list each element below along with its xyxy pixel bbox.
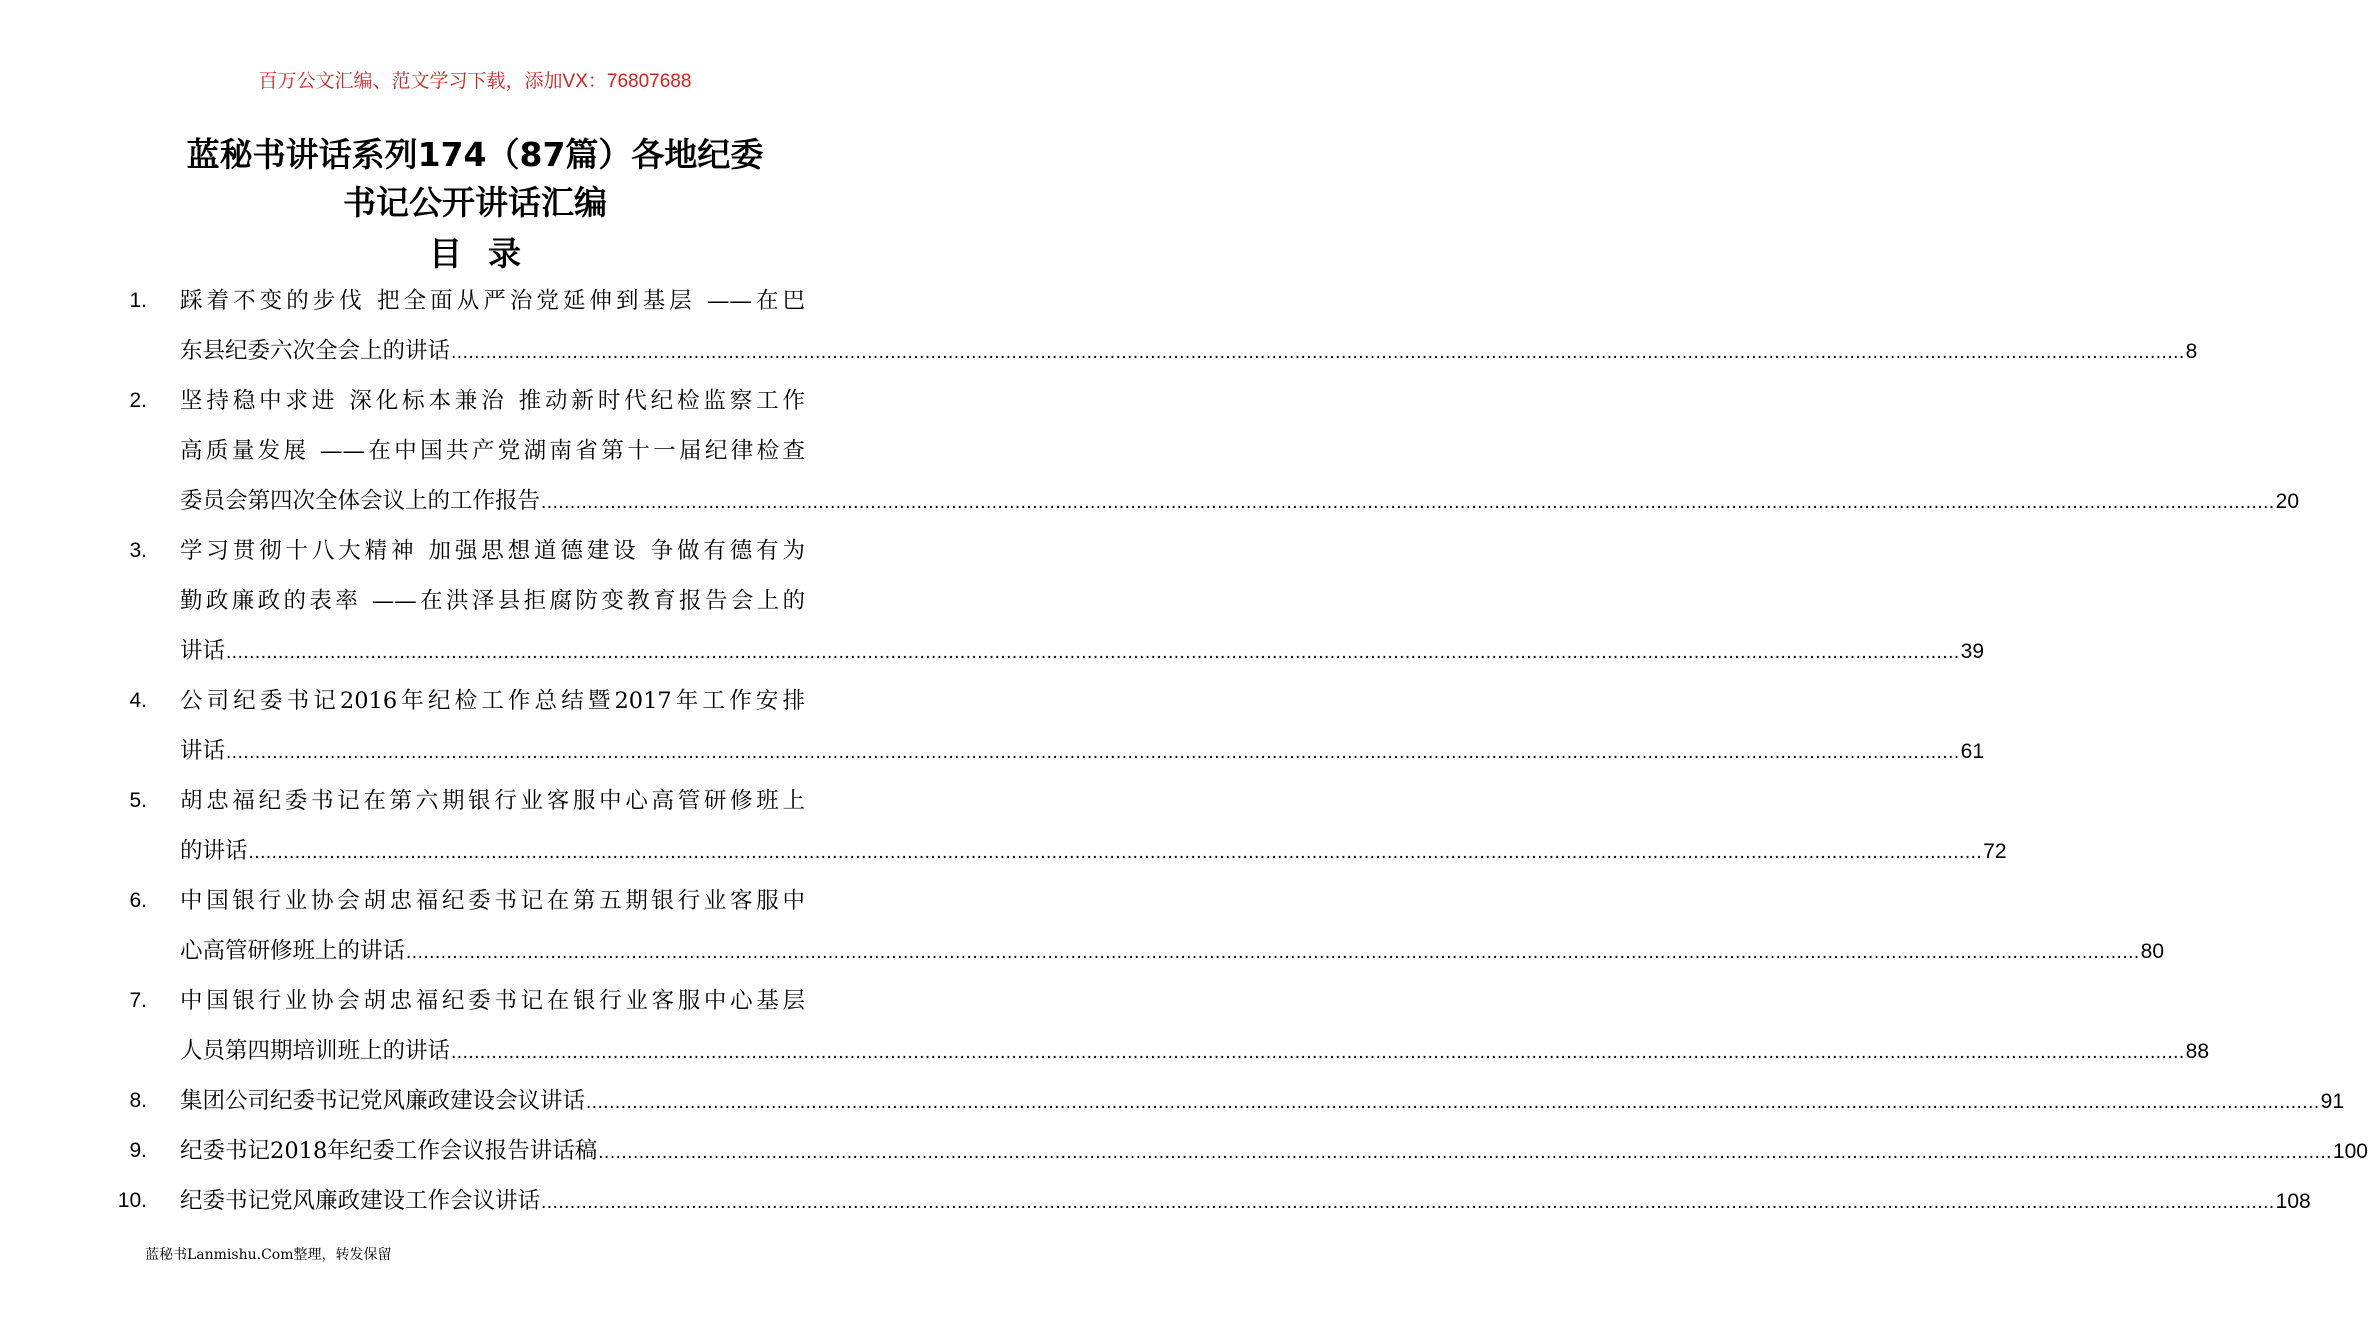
- toc-entry-last-line: [180, 1076, 2345, 1126]
- toc-entry-body: [180, 376, 2300, 526]
- toc-entry-title-line: 委员会第四次全体会议上的工作报告: [180, 488, 541, 514]
- toc-entry-last-line: [180, 826, 2007, 876]
- toc-entry-title-line: 纪委书记2018年纪委工作会议报告讲话稿: [180, 1138, 598, 1164]
- toc-entry-page-number: 108: [2275, 1190, 2311, 1213]
- toc-entry-title-line: 的讲话: [180, 838, 248, 864]
- toc-leader-dots: ............................................................................................................................................................................................................................................................................................................: [451, 342, 2185, 363]
- toc-entry-number: 6.: [129, 889, 147, 912]
- toc-entry-title-line: 公司纪委书记2016年纪检工作总结暨2017年工作安排: [180, 688, 805, 714]
- toc-entry-title-line: 踩着不变的步伐 把全面从严治党延伸到基层 ——在巴: [180, 288, 805, 314]
- toc-entry-title-line: 讲话: [180, 638, 226, 664]
- toc-entry-last-line: [180, 326, 2198, 376]
- toc-entry-number: 9.: [129, 1139, 147, 1162]
- toc-leader-dots: ............................................................................................................................................................................................................................................................................................................: [541, 492, 2275, 513]
- toc-entry-title-line: 讲话: [180, 738, 226, 764]
- toc-entry-title-line: 人员第四期培训班上的讲话: [180, 1038, 451, 1064]
- toc-entry-title-line: 学习贯彻十八大精神 加强思想道德建设 争做有德有为: [180, 538, 805, 564]
- toc-entry-title-line: 坚持稳中求进 深化标本兼治 推动新时代纪检监察工作: [180, 388, 805, 414]
- toc-leader-dots: ............................................................................................................................................................................................................................................................................................................: [406, 942, 2140, 963]
- toc-entry-number: 2.: [129, 389, 147, 412]
- toc-leader-dots: ............................................................................................................................................................................................................................................................................................................: [586, 1092, 2320, 1113]
- document-title-line-1: 蓝秘书讲话系列174（87篇）各地纪委: [186, 135, 764, 174]
- toc-entry[interactable]: [110, 1126, 2368, 1176]
- toc-entry-body: [180, 1076, 2345, 1126]
- toc-entry-title-line: 心高管研修班上的讲话: [180, 938, 406, 964]
- toc-entry-number: 10.: [117, 1189, 147, 1212]
- toc-entry-number: 7.: [129, 989, 147, 1012]
- toc-leader-dots: ............................................................................................................................................................................................................................................................................................................: [451, 1042, 2185, 1063]
- toc-entry-number: 4.: [129, 689, 147, 712]
- toc-entry-page-number: 61: [1960, 740, 1985, 763]
- toc-heading: 目录: [429, 234, 547, 273]
- footer-note: 蓝秘书Lanmishu.Com整理，转发保留: [145, 1247, 392, 1263]
- toc-entry-page-number: 80: [2140, 940, 2165, 963]
- toc-entry-title-line: 集团公司纪委书记党风廉政建设会议讲话: [180, 1088, 586, 1114]
- toc-entry-page-number: 88: [2185, 1040, 2210, 1063]
- toc-entry-title-line: 高质量发展 ——在中国共产党湖南省第十一届纪律检查: [180, 438, 805, 464]
- toc-leader-dots: ............................................................................................................................................................................................................................................................................................................: [226, 742, 1960, 763]
- toc-entry-body: [180, 1176, 2311, 1226]
- document-title-line-2: 书记公开讲话汇编: [343, 183, 607, 222]
- toc-entry-body: [180, 776, 2007, 876]
- toc-entry-last-line: [180, 1026, 2210, 1076]
- toc-entry-page-number: 100: [2332, 1140, 2368, 1163]
- toc-leader-dots: ............................................................................................................................................................................................................................................................................................................: [248, 842, 1983, 863]
- toc-entry-title-line: 纪委书记党风廉政建设工作会议讲话: [180, 1188, 541, 1214]
- toc-entry-title-line: 中国银行业协会胡忠福纪委书记在银行业客服中心基层: [180, 988, 805, 1014]
- toc-entry-body: [180, 676, 1985, 776]
- toc-entry-number: 3.: [129, 539, 147, 562]
- toc-entry-number: 1.: [129, 289, 147, 312]
- toc-entry-number: 5.: [129, 789, 147, 812]
- toc-entry-body: [180, 276, 2198, 376]
- toc-entry-number: 8.: [129, 1089, 147, 1112]
- toc-entry-last-line: [180, 726, 1985, 776]
- toc-entry-title-line: 东县纪委六次全会上的讲话: [180, 338, 451, 364]
- toc-entry[interactable]: [110, 1076, 2345, 1126]
- toc-entry-title-line: 勤政廉政的表率 ——在洪泽县拒腐防变教育报告会上的: [180, 588, 805, 614]
- toc-entry-last-line: [180, 1176, 2311, 1226]
- toc-entry[interactable]: [110, 376, 2300, 526]
- toc-entry[interactable]: [110, 526, 1985, 676]
- toc-entry-title-line: 中国银行业协会胡忠福纪委书记在第五期银行业客服中: [180, 888, 805, 914]
- toc-entry-body: [180, 976, 2210, 1076]
- toc-entry-page-number: 72: [1983, 840, 2007, 863]
- table-of-contents: [110, 276, 2368, 1226]
- header-note: 百万公文汇编、范文学习下载，添加VX：76807688: [258, 71, 692, 92]
- toc-entry-body: [180, 526, 1985, 676]
- toc-entry-title-line: 胡忠福纪委书记在第六期银行业客服中心高管研修班上: [180, 788, 805, 814]
- toc-entry-page-number: 20: [2275, 490, 2300, 513]
- toc-leader-dots: ............................................................................................................................................................................................................................................................................................................: [598, 1142, 2332, 1163]
- toc-entry[interactable]: [110, 276, 2198, 376]
- toc-entry-last-line: [180, 626, 1985, 676]
- toc-entry[interactable]: [110, 876, 2165, 976]
- toc-entry[interactable]: [110, 776, 2007, 876]
- toc-entry-page-number: 39: [1960, 640, 1985, 663]
- toc-entry-last-line: [180, 476, 2300, 526]
- toc-entry-last-line: [180, 926, 2165, 976]
- toc-entry-body: [180, 876, 2165, 976]
- toc-entry[interactable]: [110, 1176, 2311, 1226]
- toc-entry-page-number: 8: [2185, 340, 2198, 363]
- toc-leader-dots: ............................................................................................................................................................................................................................................................................................................: [541, 1192, 2275, 1213]
- toc-entry[interactable]: [110, 976, 2210, 1076]
- toc-entry-last-line: [180, 1126, 2368, 1176]
- toc-leader-dots: ............................................................................................................................................................................................................................................................................................................: [226, 642, 1960, 663]
- toc-entry-body: [180, 1126, 2368, 1176]
- toc-entry[interactable]: [110, 676, 1985, 776]
- toc-entry-page-number: 91: [2320, 1090, 2345, 1113]
